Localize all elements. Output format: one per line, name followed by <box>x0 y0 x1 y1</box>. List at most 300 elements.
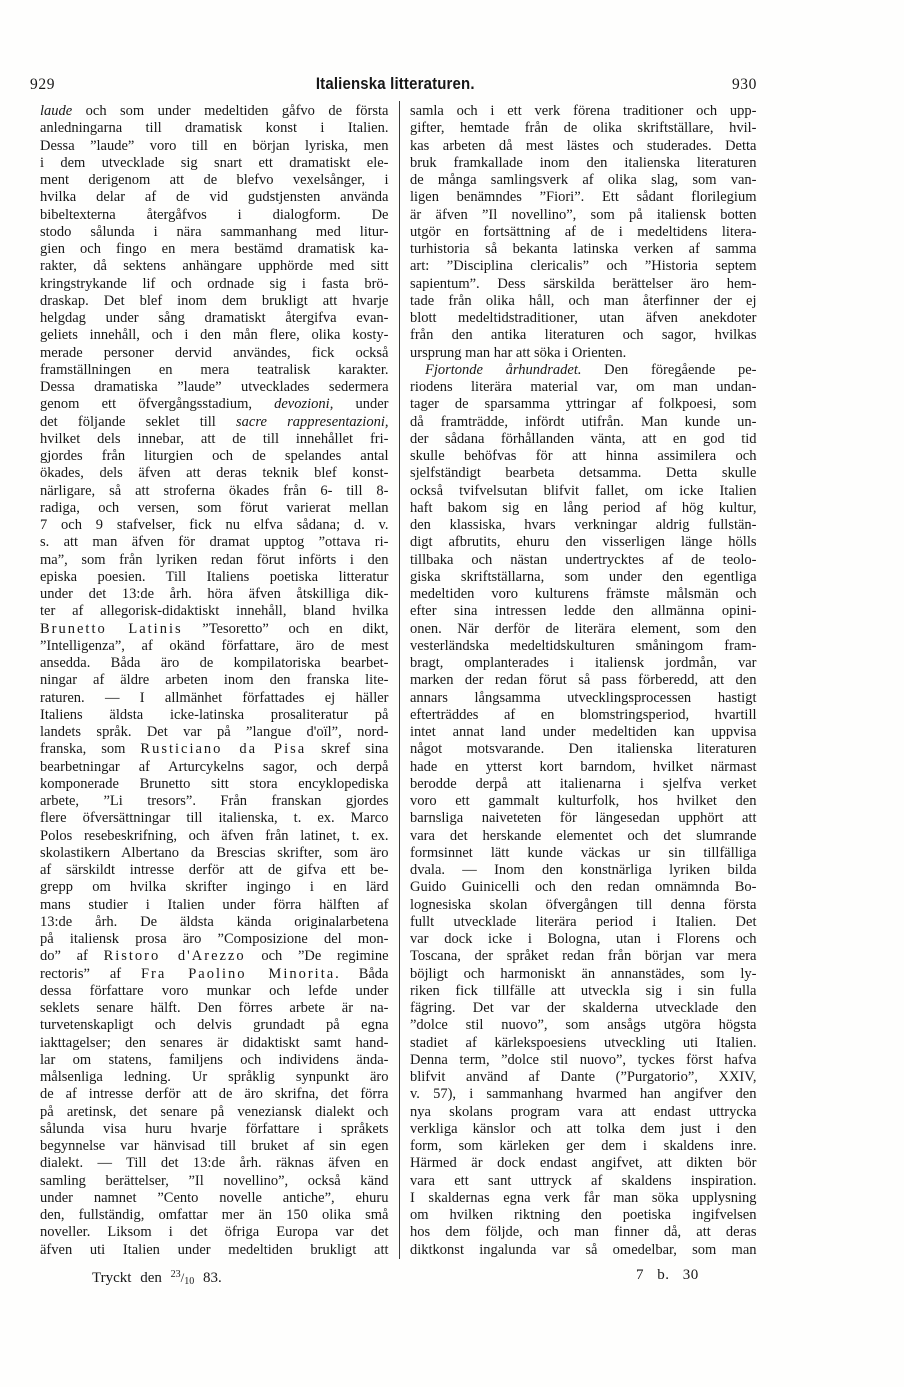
line-content <box>410 241 757 258</box>
text-run: Toscana, der språket redan från början var mera <box>410 948 757 965</box>
print-day: 23 <box>170 1269 181 1280</box>
text-line <box>40 327 389 344</box>
text-run: den klassiska, hvars verkningar aldrig fullstän- <box>410 517 757 533</box>
line-content <box>410 1224 757 1241</box>
line-content <box>410 517 757 534</box>
text-run: raturen. — I allmänhet författades ej häller <box>40 689 389 706</box>
line-content <box>410 1104 757 1121</box>
text-line <box>410 483 757 500</box>
print-fraction <box>171 1270 195 1286</box>
text-run: noveller. Liksom i det öfriga Europa var det <box>40 1224 389 1241</box>
line-content <box>40 724 389 741</box>
text-run: riodens literära material var, om man undan- <box>410 379 757 395</box>
text-run: tager de sparsamma yttringar af folkpoesi, som <box>410 396 757 413</box>
text-line <box>40 1086 389 1103</box>
text-line <box>40 1121 389 1138</box>
text-line <box>40 1224 389 1241</box>
text-line <box>410 897 757 914</box>
line-content <box>410 552 757 569</box>
text-line <box>40 621 389 638</box>
text-run: skref sina <box>306 741 389 758</box>
text-line <box>40 672 389 689</box>
line-content <box>410 431 757 448</box>
text-line <box>410 120 757 137</box>
text-line <box>410 966 757 983</box>
text-run: fullt utvecklade literära period i Italien. Det <box>410 913 757 930</box>
text-run: Guido Guinicelli och den redan omnämnda Bo- <box>410 879 757 896</box>
text-line <box>40 828 389 845</box>
text-run: skulle behöfvas för att hinna assimilera och <box>410 448 757 464</box>
text-line <box>410 534 757 551</box>
text-line <box>40 707 389 724</box>
line-content <box>410 1173 757 1190</box>
line-content <box>40 1017 389 1034</box>
line-content <box>40 362 389 379</box>
line-content <box>40 672 389 689</box>
line-content <box>40 828 389 845</box>
text-run: efterträddes af en blomstringsperiod, hvartill <box>410 706 757 723</box>
text-line <box>40 966 389 983</box>
line-content <box>40 327 389 344</box>
text-run: också tvifvelsutan blifvit fallet, om icke Italien <box>410 482 757 499</box>
text-run: Denna term, ”dolce stil nuovo”, tyckes först hafva <box>410 1051 757 1068</box>
text-line <box>40 414 389 431</box>
text-line <box>40 983 389 1000</box>
text-line <box>410 914 757 931</box>
text-run: sålunda visa huru hvarje författare i språkets <box>40 1120 389 1137</box>
spaced-name: Brunetto Latinis <box>40 620 183 637</box>
line-content <box>40 1000 389 1017</box>
text-line <box>410 276 757 293</box>
text-run: annars långsamma utvecklingsprocessen hastigt <box>410 689 757 706</box>
line-content <box>410 621 757 638</box>
text-line <box>40 1052 389 1069</box>
line-content <box>40 845 389 862</box>
line-content <box>40 983 389 1000</box>
text-line <box>410 931 757 948</box>
text-line <box>410 1069 757 1086</box>
text-run: I skaldernas egna verk får man söka upplysning <box>410 1189 757 1206</box>
text-run: riken fick tillfälle att utveckla sig i sin fulla <box>410 982 757 999</box>
text-run: rakter, då sektens anhängare upphörde med sitt <box>40 258 389 275</box>
text-line <box>40 448 389 465</box>
text-run: under <box>333 396 389 413</box>
text-line <box>410 552 757 569</box>
text-run: berodde derpå att italienarna i sjelfva verket <box>410 775 757 792</box>
paragraph <box>410 362 757 1259</box>
text-run: vara ett sant uttryck af skaldens inspiration. <box>410 1172 757 1189</box>
text-run: komponerade Brunetto sitt stora encyklopediska <box>40 775 389 792</box>
text-run: målsenliga ledning. Ur språklig synpunkt äro <box>40 1069 389 1085</box>
text-line <box>410 293 757 310</box>
line-content <box>40 103 389 120</box>
text-run: turhistoria så bekanta latinska verken af samma <box>410 241 757 257</box>
text-run: ”Tesoretto” och en dikt, <box>182 620 389 637</box>
line-content <box>40 638 389 655</box>
line-content <box>40 517 389 534</box>
line-content <box>410 138 757 155</box>
line-content <box>40 1121 389 1138</box>
line-content <box>410 948 757 965</box>
line-content <box>410 931 757 948</box>
text-run: 13:de årh. De äldsta kända originalarbetena <box>40 913 389 930</box>
text-line <box>410 638 757 655</box>
text-line <box>410 1086 757 1103</box>
line-content <box>410 1242 757 1259</box>
left-column <box>40 103 389 1259</box>
text-line <box>40 172 389 189</box>
text-run: dessa författare voro munkar och lefde under <box>40 982 389 999</box>
text-line <box>40 603 389 620</box>
text-line <box>40 552 389 569</box>
text-run: dialekt. — Till det 13:de årh. räknas äfven en <box>40 1155 389 1172</box>
line-content <box>410 914 757 931</box>
text-run: franska, som <box>40 741 141 758</box>
line-content <box>40 862 389 879</box>
line-content <box>40 603 389 620</box>
text-run: grepp om hvilka skrifter ingingo i en lärd <box>40 879 389 896</box>
text-run: sapientum”. Dess särskilda berättelser äro hem- <box>410 275 757 292</box>
text-run: draskap. Det blef inom dem brukligt att hvarje <box>40 292 389 309</box>
line-content <box>410 207 757 224</box>
text-line <box>40 310 389 327</box>
text-line <box>40 586 389 603</box>
text-run: iakttagelser; den senares är didaktiskt samt hand- <box>40 1034 389 1051</box>
text-run: dvala. — Inom den konstnärliga lyriken bilda <box>410 862 757 878</box>
text-line <box>40 155 389 172</box>
text-run: formsinnet lätt kunde väckas ur sin tillfälliga <box>410 844 757 861</box>
line-content <box>410 793 757 810</box>
text-run: blifvit använd af Dante (”Purgatorio”, XXIV, <box>410 1069 757 1085</box>
text-line <box>410 828 757 845</box>
text-line <box>410 155 757 172</box>
line-content <box>410 172 757 189</box>
text-run: och som under medeltiden gåfvo de första <box>72 103 389 119</box>
text-line <box>410 396 757 413</box>
text-run: ningar af äldre arbeten inom den franska lite- <box>40 672 389 689</box>
text-run: Italiens äldsta icke-latinska prosaliteratur på <box>40 706 389 723</box>
line-content <box>40 1190 389 1207</box>
text-run: Dessa ”laude” voro till en början lyriska, men <box>40 137 389 154</box>
text-run: tillbaka och nästan undertrycktes af de teolo- <box>410 551 757 568</box>
text-line <box>40 897 389 914</box>
spaced-name: Fra Paolino Minorita <box>140 965 336 982</box>
line-content <box>40 414 388 431</box>
date-separator: / <box>180 1270 185 1285</box>
text-line <box>410 724 757 741</box>
line-content <box>40 741 389 758</box>
text-run: är äfven ”Il novellino”, som på italiensk botten <box>410 206 757 223</box>
line-content <box>410 276 757 293</box>
text-line <box>410 586 757 603</box>
line-content <box>40 759 389 776</box>
line-content <box>40 1173 389 1190</box>
line-content <box>410 448 757 465</box>
line-content <box>410 500 757 517</box>
page-number-left: 929 <box>30 76 56 93</box>
text-run: ökades, dels äfven att deras teknik blef konst- <box>40 465 389 482</box>
column-divider <box>399 101 400 1259</box>
text-line <box>410 759 757 776</box>
page-number-right: 930 <box>731 76 757 93</box>
line-content <box>40 810 389 827</box>
line-content <box>410 724 757 741</box>
italic-term: sacre rappresentazioni, <box>236 413 389 430</box>
text-run: voro ett gammalt kulturfolk, hos hvilket den <box>410 793 757 809</box>
text-run: hade en ytterst kort barndom, hvilket närmast <box>410 758 757 775</box>
text-run: samling berättelser, ”Il novellino”, också känd <box>40 1172 389 1189</box>
text-line <box>410 1224 757 1241</box>
text-run: do” af <box>40 948 104 965</box>
text-run: blott medeltidstraditioner, utan äfven anekdoter <box>410 310 757 326</box>
line-content <box>410 310 757 327</box>
text-run: Den föregående pe- <box>581 361 757 378</box>
text-line <box>40 362 389 379</box>
text-line <box>40 189 389 206</box>
line-content <box>410 655 757 672</box>
text-run: genom ett öfvergångsstadium, <box>40 396 275 413</box>
text-line <box>410 776 757 793</box>
print-label: Tryckt den <box>92 1270 162 1286</box>
text-run: samla och i ett verk förena traditioner och upp- <box>410 103 757 119</box>
text-run: verkliga känslor och att tolka dem just i den <box>410 1120 757 1137</box>
text-run: under det 13:de årh. höra äfven åtskilliga dik- <box>40 586 389 602</box>
text-line <box>410 1035 757 1052</box>
line-content <box>410 224 757 241</box>
line-content <box>40 1052 389 1069</box>
line-content <box>40 1207 389 1224</box>
text-line <box>40 793 389 810</box>
text-run: bragt, omplanterades i italiensk jordmån, var <box>410 655 757 671</box>
line-content <box>410 345 626 362</box>
text-line <box>410 1052 757 1069</box>
text-run: utgör en fortsättning af de i medeltidens litera- <box>410 223 757 240</box>
text-run: böjligt och harmoniskt än annanstädes, som ly- <box>410 965 757 982</box>
text-line <box>40 379 389 396</box>
line-content <box>410 258 757 275</box>
text-run: gifter, hemtade från de olika skriftställare, hvil- <box>410 120 757 137</box>
text-line <box>40 534 389 551</box>
line-content <box>40 258 389 275</box>
text-line <box>40 1138 389 1155</box>
text-line <box>410 672 757 689</box>
text-run: under namnet ”Cento novelle antiche”, ehuru <box>40 1189 389 1206</box>
line-content <box>40 776 389 793</box>
line-content <box>410 189 757 206</box>
line-content <box>410 966 757 983</box>
text-run: begynnelse var hänvisad till bruket af sin egen <box>40 1138 389 1154</box>
line-content <box>40 1242 389 1259</box>
text-run: Härmed är dock endast angifvet, att dikten bör <box>410 1155 757 1172</box>
line-content <box>40 293 389 310</box>
text-run: marken der redan förut så pass förberedd, att den <box>410 672 757 689</box>
text-run: fägring. Det var der skalderna utvecklade den <box>410 1000 757 1016</box>
text-run: intet annat land under medeltiden kan uppvisa <box>410 724 757 740</box>
text-line <box>410 310 757 327</box>
text-line <box>410 362 757 379</box>
line-content <box>40 138 389 155</box>
text-run: s. att man äfven för dramat upptog ”ottava ri- <box>40 534 389 551</box>
text-run: landets språk. Det var på ”langue d'oïl”, nord- <box>40 724 389 740</box>
text-run: geliets innehåll, och i den mån flere, olika kosty- <box>40 327 389 344</box>
line-content <box>40 966 389 983</box>
text-line <box>410 207 757 224</box>
line-content <box>410 1138 757 1155</box>
text-run: 7 och 9 stafvelser, fick nu elfva sådana; d. v. <box>40 517 389 533</box>
line-content <box>40 534 389 551</box>
text-run: anledningarna till dramatisk konst i Italien. <box>40 120 389 137</box>
line-content <box>40 897 389 914</box>
spaced-name: Rusticiano da Pisa <box>140 741 307 758</box>
text-line <box>40 1173 389 1190</box>
line-content <box>40 879 389 896</box>
text-run: arbete, ”Li tresors”. Från franskan gjordes <box>40 793 389 809</box>
line-content <box>410 379 757 396</box>
text-line <box>40 1000 389 1017</box>
text-run: äfven uti Italien under medeltiden brukligt att <box>40 1241 389 1258</box>
text-line <box>40 345 389 362</box>
line-content <box>40 500 389 517</box>
line-content <box>410 707 757 724</box>
text-run: . Båda <box>335 965 389 982</box>
text-run: tade från olika håll, och man återfinner der ej <box>410 292 757 309</box>
text-line <box>40 517 389 534</box>
line-content <box>410 690 757 707</box>
text-run: efter sina intressen ledde den allmänna opini- <box>410 603 757 620</box>
text-run: vesterländska medeltidskulturen småningom fram- <box>410 637 757 654</box>
text-run: stadiet af kärlekspoesiens utveckling uti Italien. <box>410 1034 757 1051</box>
print-date <box>92 1266 222 1291</box>
text-line <box>410 431 757 448</box>
line-content <box>410 759 757 776</box>
text-line <box>410 948 757 965</box>
text-line <box>410 690 757 707</box>
line-content <box>40 1138 389 1155</box>
text-run: der sådana förhållanden vänta, att en god tid <box>410 430 757 447</box>
text-line <box>410 1207 757 1224</box>
line-content <box>40 448 389 465</box>
line-content <box>410 1155 757 1172</box>
line-content <box>410 879 757 896</box>
paragraph <box>410 103 757 362</box>
text-line <box>40 465 389 482</box>
line-content <box>40 1069 389 1086</box>
line-content <box>40 552 389 569</box>
text-line <box>410 189 757 206</box>
spaced-name: Ristoro d'Arezzo <box>103 948 246 965</box>
text-run: gien och fingo en mera bestämd dramatisk ka- <box>40 241 389 257</box>
line-content <box>410 1052 757 1069</box>
print-year: 83. <box>203 1270 222 1286</box>
text-run: ma”, som från lyriken redan förut införts i den <box>40 551 389 568</box>
text-line <box>40 948 389 965</box>
text-line <box>40 293 389 310</box>
text-line <box>40 138 389 155</box>
text-line <box>410 138 757 155</box>
text-run: haft bakom sig en lång period af hög kultur, <box>410 499 757 516</box>
line-content <box>40 276 389 293</box>
text-line <box>40 1017 389 1034</box>
line-content <box>410 1207 757 1224</box>
signature-mark: 7 b. 30 <box>636 1267 699 1283</box>
text-line <box>410 1242 757 1259</box>
text-run: och ”De regimine <box>245 948 389 965</box>
italic-term: devozioni, <box>274 396 334 413</box>
text-run: kringstrykande lif och ordnade sig i fasta brö- <box>40 275 389 292</box>
line-content <box>40 1155 389 1172</box>
text-line <box>40 1242 389 1259</box>
text-line <box>410 621 757 638</box>
line-content <box>40 1035 389 1052</box>
text-line <box>40 862 389 879</box>
line-content <box>410 638 757 655</box>
line-content <box>410 1190 757 1207</box>
line-content <box>40 1086 389 1103</box>
text-run: lognesiska skolan öfvergången till denna första <box>410 896 757 913</box>
text-line <box>410 224 757 241</box>
text-line <box>40 879 389 896</box>
line-content <box>40 707 389 724</box>
line-content <box>40 948 389 965</box>
line-content <box>410 776 757 793</box>
line-content <box>40 655 389 672</box>
line-content <box>410 586 757 603</box>
text-run: var dock icke i Bologna, utan i Florens och <box>410 931 757 947</box>
text-line <box>410 379 757 396</box>
text-line <box>40 690 389 707</box>
line-content <box>40 120 389 137</box>
text-run: bruk framkallade inom den italienska literaturen <box>410 154 757 171</box>
line-content <box>410 1121 757 1138</box>
text-run: närligare, så att stroferna ökades från 6- till 8- <box>40 482 389 499</box>
line-content <box>40 172 389 189</box>
line-content <box>410 396 757 413</box>
text-line <box>40 1155 389 1172</box>
text-line <box>410 1138 757 1155</box>
text-line <box>40 103 389 120</box>
text-line <box>410 465 757 482</box>
text-run: form, som kärleken ger dem i skaldens inre. <box>410 1138 757 1154</box>
text-line <box>40 483 389 500</box>
italic-term: laude <box>40 103 73 119</box>
text-line <box>410 983 757 1000</box>
text-run: seklets senare hälft. Den förres arbete är na- <box>40 1000 389 1016</box>
line-content <box>410 327 757 344</box>
text-line <box>410 1104 757 1121</box>
text-run: det följande seklet till <box>40 413 237 430</box>
text-line <box>410 879 757 896</box>
text-run: bearbetningar af Arturcykelns sagor, och derpå <box>40 758 389 775</box>
text-run: i dem utvecklade sig snart ett dramatiskt ele- <box>40 154 389 171</box>
line-content <box>410 897 757 914</box>
line-content <box>40 189 389 206</box>
text-line <box>410 1173 757 1190</box>
running-header <box>0 74 790 94</box>
text-run: ”Intelligenza”, af okänd författare, äro de mest <box>40 637 389 654</box>
text-run: radiga, och versen, som förut varierat mellan <box>40 499 389 516</box>
line-content <box>40 396 389 413</box>
text-run: giska skriftställarna, som under den egentliga <box>410 568 757 585</box>
line-content <box>410 414 757 431</box>
text-line <box>40 1207 389 1224</box>
line-content <box>40 483 389 500</box>
text-line <box>410 603 757 620</box>
text-line <box>40 224 389 241</box>
print-month: 10 <box>184 1276 195 1287</box>
text-line <box>40 1190 389 1207</box>
text-line <box>40 241 389 258</box>
text-line <box>410 1017 757 1034</box>
